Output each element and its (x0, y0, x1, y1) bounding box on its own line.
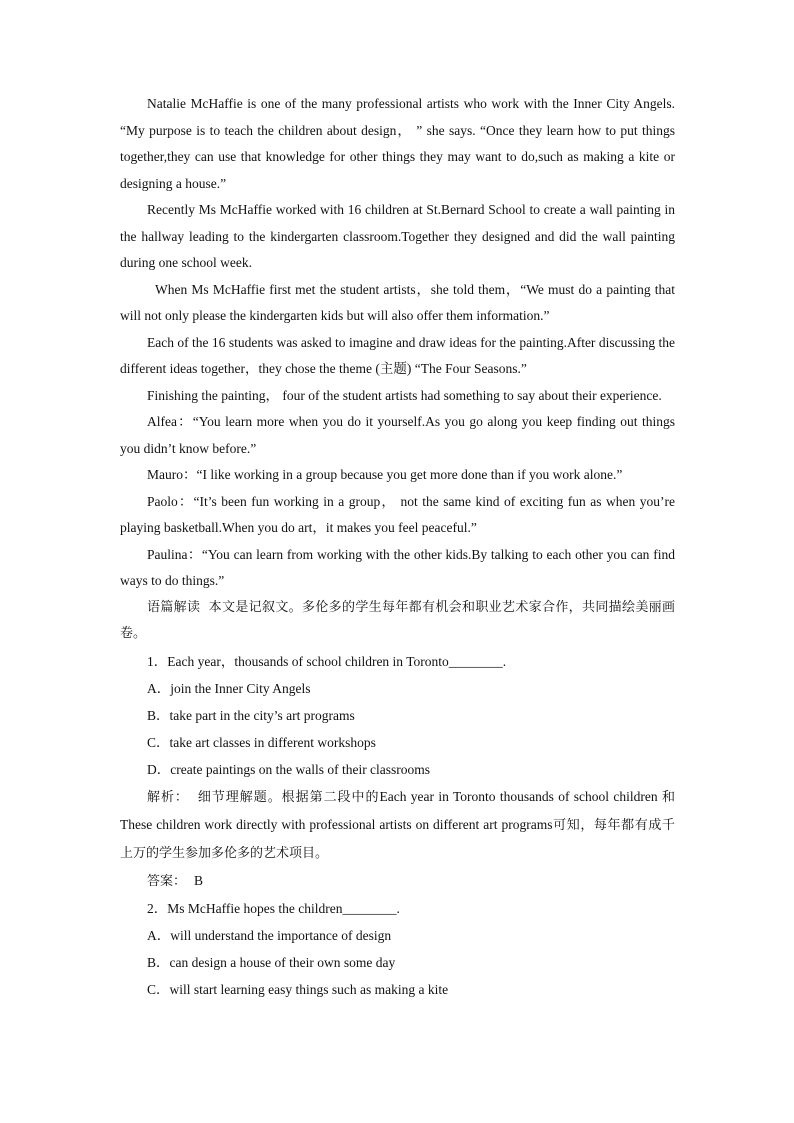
passage-paragraph-1: Natalie McHaffie is one of the many professional artists who work with the Inner City Angels. “My purpose is to teach the children about design， ” she says. “Once they learn how to put things together,they can use that knowledge for other things they may want to do,such as making a kite or designing a house.” (120, 96, 675, 191)
analysis-quote-1: Each year in Toronto thousands of school children (379, 788, 658, 804)
summary-text: 本文是记叙文。多伦多的学生每年都有机会和职业艺术家合作，共同描绘美丽画卷。 (120, 599, 675, 641)
question-2-option-b: B．can design a house of their own some day (147, 954, 396, 970)
passage-paragraph-4: Each of the 16 students was asked to imagine and draw ideas for the painting.After discussing the different ideas together，they chose the theme (主题) “The Four Seasons.” (120, 334, 675, 376)
question-1-option-a: A．join the Inner City Angels (147, 680, 311, 696)
summary-label: 语篇解读 (147, 599, 201, 615)
passage-paragraph-2: Recently Ms McHaffie worked with 16 children at St.Bernard School to create a wall painting in the hallway leading to the kindergarten classroom.Together they designed and did the wall painting during one school week. (120, 202, 675, 270)
answer-value: B (194, 872, 204, 888)
question-2-option-c: C．will start learning easy things such as making a kite (147, 981, 449, 997)
question-2-stem: 2．Ms McHaffie hopes the children________. (147, 900, 400, 916)
answer-label: 答案： (147, 873, 187, 889)
passage-paragraph-3: When Ms McHaffie first met the student artists，she told them，“We must do a painting that will not only please the kindergarten kids but will also offer them information.” (120, 281, 675, 323)
question-1-answer (120, 867, 675, 895)
question-1-option-d: D．create paintings on the walls of their classrooms (147, 761, 431, 777)
passage-paragraph-6: Alfea：“You learn more when you do it yourself.As you go along you keep finding out things you didn’t know before.” (120, 414, 675, 456)
content-column (120, 91, 675, 1003)
analysis-label: 解析： (147, 789, 189, 805)
passage-paragraph-5: Finishing the painting， four of the student artists had something to say about their experience. (147, 387, 662, 403)
passage-paragraph-7: Mauro：“I like working in a group because you get more done than if you work alone.” (147, 467, 623, 482)
summary-paragraph (120, 595, 675, 648)
analysis-text-c: 和 (661, 789, 675, 805)
passage-paragraph-8: Paolo：“It’s been fun working in a group， not the same kind of exciting fun as when you’re playing basketball.When you do art，it makes you feel peaceful.” (120, 493, 675, 535)
question-1-option-b: B．take part in the city’s art programs (147, 707, 355, 723)
passage-paragraph-9: Paulina：“You can learn from working with the other kids.By talking to each other you can find ways to do things.” (120, 546, 675, 588)
question-1-option-c: C．take art classes in different workshops (147, 734, 376, 750)
analysis-text-e: 可知，每年都有成千上万的学生参加多伦多的艺术项目。 (120, 817, 675, 861)
question-1-stem: 1．Each year，thousands of school children in Toronto________. (147, 653, 507, 669)
analysis-quote-2: These children work directly with professional artists on different art programs (120, 816, 553, 832)
question-2-option-a: A．will understand the importance of design (147, 927, 392, 943)
analysis-text-a: 细节理解题。根据第二段中的 (196, 789, 380, 805)
question-1-analysis (120, 783, 675, 867)
